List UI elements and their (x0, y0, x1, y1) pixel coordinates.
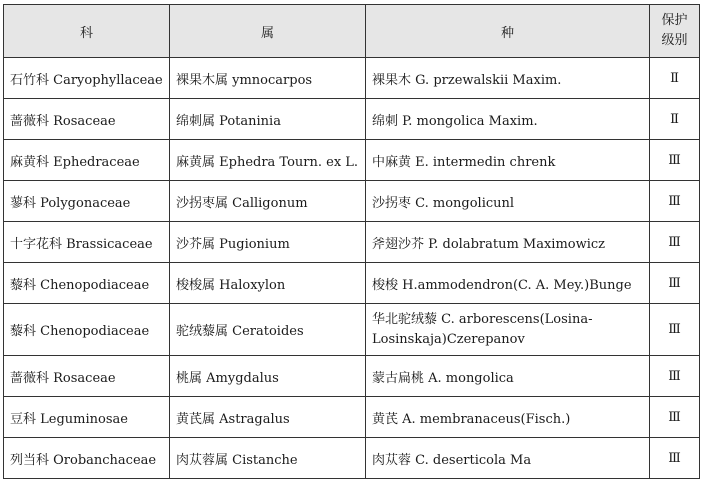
cell-family: 麻黄科 Ephedraceae (4, 140, 170, 181)
cell-species: 肉苁蓉 C. deserticola Ma (366, 438, 650, 479)
cell-family: 藜科 Chenopodiaceae (4, 304, 170, 356)
cell-genus: 裸果木属 ymnocarpos (170, 58, 366, 99)
table-row (4, 304, 700, 356)
cell-species: 裸果木 G. przewalskii Maxim. (366, 58, 650, 99)
cell-species: 梭梭 H.ammodendron(C. A. Mey.)Bunge (366, 263, 650, 304)
cell-species: 斧翅沙芥 P. dolabratum Maximowicz (366, 222, 650, 263)
cell-family: 蓼科 Polygonaceae (4, 181, 170, 222)
cell-family: 十字花科 Brassicaceae (4, 222, 170, 263)
cell-family: 蔷薇科 Rosaceae (4, 99, 170, 140)
cell-species: 绵刺 P. mongolica Maxim. (366, 99, 650, 140)
cell-family: 藜科 Chenopodiaceae (4, 263, 170, 304)
cell-family: 蔷薇科 Rosaceae (4, 356, 170, 397)
cell-level: Ⅲ (650, 356, 700, 397)
cell-genus: 桃属 Amygdalus (170, 356, 366, 397)
table-row (4, 140, 700, 181)
cell-genus: 麻黄属 Ephedra Tourn. ex L. (170, 140, 366, 181)
cell-level: Ⅲ (650, 140, 700, 181)
table-header-row (4, 5, 700, 58)
header-genus: 属 (170, 5, 366, 58)
cell-species: 华北驼绒藜 C. arborescens(Losina-Losinskaja)Czerepanov (366, 304, 650, 356)
cell-family: 列当科 Orobanchaceae (4, 438, 170, 479)
cell-level: Ⅲ (650, 397, 700, 438)
cell-level: Ⅱ (650, 99, 700, 140)
table-row (4, 263, 700, 304)
header-family: 科 (4, 5, 170, 58)
cell-genus: 驼绒藜属 Ceratoides (170, 304, 366, 356)
cell-genus: 肉苁蓉属 Cistanche (170, 438, 366, 479)
table-row (4, 58, 700, 99)
table-row (4, 438, 700, 479)
cell-species: 沙拐枣 C. mongolicunl (366, 181, 650, 222)
cell-genus: 绵刺属 Potaninia (170, 99, 366, 140)
header-level-line2: 级别 (661, 33, 688, 48)
cell-species: 黄芪 A. membranaceus(Fisch.) (366, 397, 650, 438)
header-species: 种 (366, 5, 650, 58)
cell-genus: 沙芥属 Pugionium (170, 222, 366, 263)
cell-level: Ⅲ (650, 222, 700, 263)
cell-level: Ⅲ (650, 438, 700, 479)
cell-family: 石竹科 Caryophyllaceae (4, 58, 170, 99)
table-row (4, 356, 700, 397)
cell-level: Ⅲ (650, 263, 700, 304)
table-row (4, 397, 700, 438)
cell-genus: 梭梭属 Haloxylon (170, 263, 366, 304)
cell-genus: 沙拐枣属 Calligonum (170, 181, 366, 222)
table-row (4, 181, 700, 222)
cell-species: 中麻黄 E. intermedin chrenk (366, 140, 650, 181)
cell-level: Ⅲ (650, 304, 700, 356)
header-level-line1: 保护 (661, 13, 688, 28)
cell-family: 豆科 Leguminosae (4, 397, 170, 438)
table-row (4, 222, 700, 263)
protected-species-table (3, 4, 700, 479)
header-protection-level (650, 5, 700, 58)
cell-species: 蒙古扁桃 A. mongolica (366, 356, 650, 397)
cell-level: Ⅲ (650, 181, 700, 222)
cell-genus: 黄芪属 Astragalus (170, 397, 366, 438)
cell-level: Ⅱ (650, 58, 700, 99)
table-row (4, 99, 700, 140)
